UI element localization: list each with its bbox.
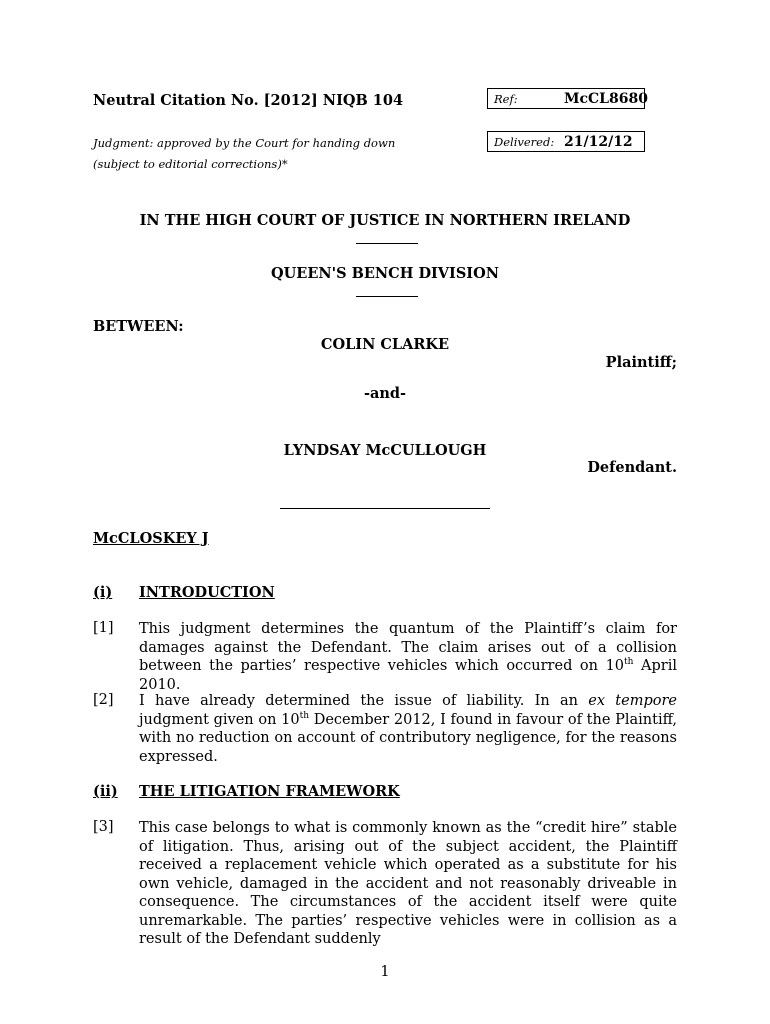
defendant-name: LYNDSAY McCULLOUGH	[283, 442, 487, 459]
ref-label: Ref:	[494, 92, 518, 106]
defendant-role: Defendant.	[587, 459, 677, 476]
judge-name: McCLOSKEY J	[93, 530, 209, 547]
and-separator: -and-	[363, 385, 407, 402]
paragraph-number: [3]	[93, 819, 114, 835]
ref-box	[487, 88, 648, 109]
divider	[356, 296, 418, 297]
section-number: (ii)	[93, 783, 118, 800]
delivered-value: 21/12/12	[564, 134, 633, 150]
paragraph-number: [1]	[93, 620, 114, 636]
paragraph: This case belongs to what is commonly known as the “credit hire” stable of litigation. Thus, arising out of the subject accident, the Plaintiff received a replacement vehicle which operated as a substitute for his own vehicle, damaged in the accident and not reasonably driveable in consequence. The circumstances of the accident itself were quite unremarkable. The parties’ respective vehicles were in collision as a result of the Defendant suddenly	[139, 820, 677, 947]
divider	[280, 508, 490, 509]
paragraph: I have already determined the issue of liability. In an ex tempore judgment given on 10th December 2012, I found in favour of the Plaintiff, with no reduction on account of contributory negligence, for the reasons expressed.	[139, 693, 678, 765]
plaintiff-name: COLIN CLARKE	[320, 336, 450, 353]
delivered-label: Delivered:	[494, 135, 555, 149]
approval-note-line2: (subject to editorial corrections)*	[93, 157, 288, 171]
divider	[356, 243, 418, 244]
paragraph: This judgment determines the quantum of the Plaintiff’s claim for damages against the Defendant. The claim arises out of a collision between the parties’ respective vehicles which occurred on 10th April 2010.	[139, 621, 677, 693]
section-number: (i)	[93, 584, 113, 601]
delivered-box	[487, 131, 645, 152]
page-number: 1	[380, 964, 390, 980]
between-label: BETWEEN:	[93, 318, 184, 335]
court-division: QUEEN'S BENCH DIVISION	[271, 265, 499, 282]
paragraph-number: [2]	[93, 692, 114, 708]
approval-note-line1: Judgment: approved by the Court for handing down	[93, 136, 396, 150]
plaintiff-role: Plaintiff;	[605, 354, 677, 371]
ref-value: McCL8680	[564, 91, 648, 107]
section-title: THE LITIGATION FRAMEWORK	[139, 783, 400, 800]
section-title: INTRODUCTION	[139, 584, 275, 601]
neutral-citation: Neutral Citation No. [2012] NIQB 104	[93, 92, 404, 109]
court-name: IN THE HIGH COURT OF JUSTICE IN NORTHERN IRELAND	[139, 212, 631, 229]
